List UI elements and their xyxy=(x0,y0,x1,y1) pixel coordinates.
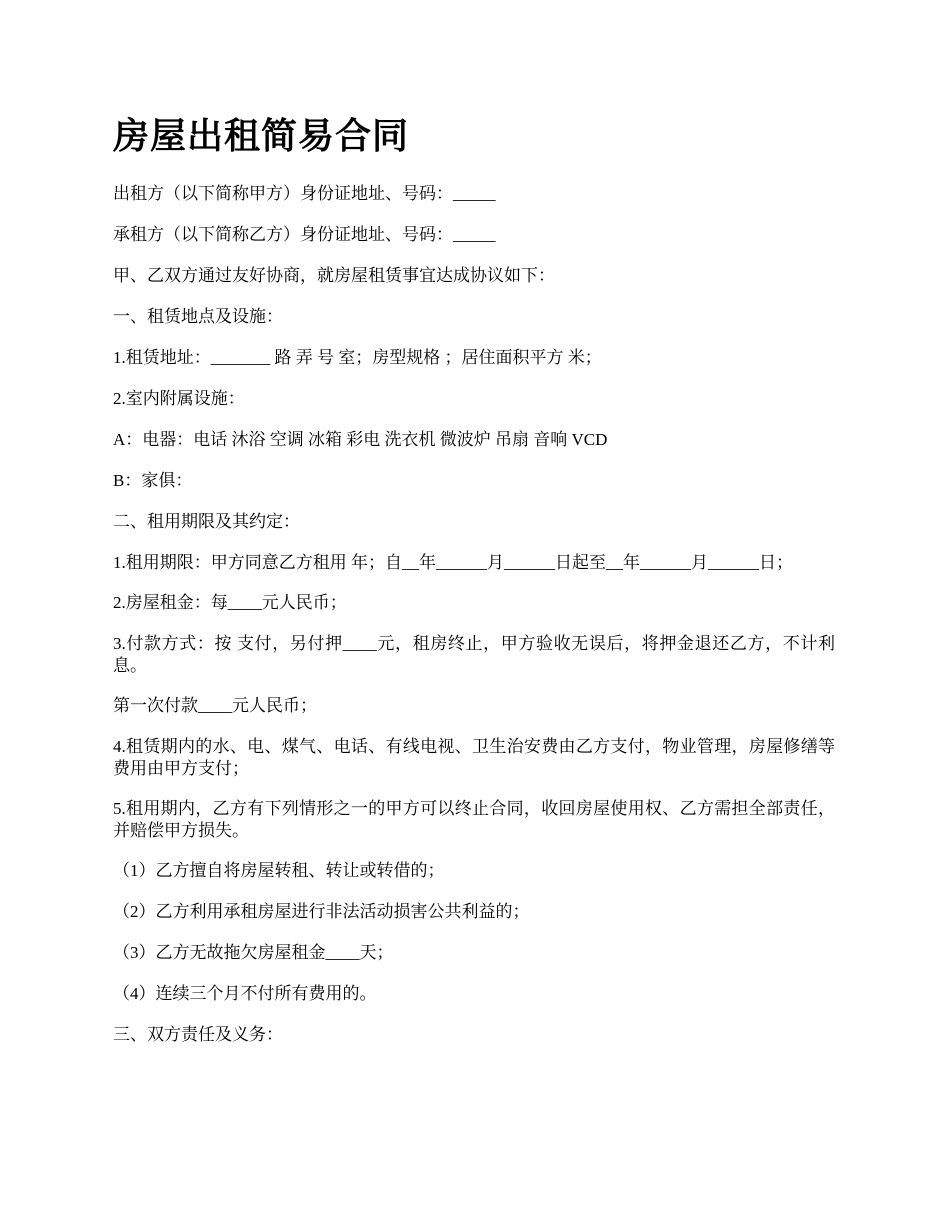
termination-item-1: （1）乙方擅自将房屋转租、转让或转借的； xyxy=(113,861,445,880)
termination-item-3: （3）乙方无故拖欠房屋租金____天； xyxy=(113,943,394,962)
lease-term-clause: 1.租用期限：甲方同意乙方租用 年；自__年______月______日起至__年______月______日； xyxy=(113,553,793,572)
appliances-line: A：电器：电话 沐浴 空调 冰箱 彩电 洗衣机 微波炉 吊扇 音响 VCD xyxy=(113,430,608,449)
document-title: 房屋出租简易合同 xyxy=(113,116,410,156)
rent-clause: 2.房屋租金：每____元人民币； xyxy=(113,593,347,612)
first-payment-line: 第一次付款____元人民币； xyxy=(113,696,317,715)
section-2-heading: 二、租用期限及其约定： xyxy=(113,512,300,531)
utilities-clause: 4.租赁期内的水、电、煤气、电话、有线电视、卫生治安费由乙方支付，物业管理，房屋修缮等费用由甲方支付； xyxy=(113,737,835,778)
lessor-line: 出租方（以下简称甲方）身份证地址、号码：_____ xyxy=(113,184,496,203)
rental-address-clause: 1.租赁地址：_______ 路 弄 号 室；房型规格 ；居住面积平方 米； xyxy=(113,348,602,367)
termination-item-2: （2）乙方利用承租房屋进行非法活动损害公共利益的； xyxy=(113,902,530,921)
section-3-heading: 三、双方责任及义务： xyxy=(113,1025,283,1044)
agreement-intro: 甲、乙双方通过友好协商，就房屋租赁事宜达成协议如下： xyxy=(113,266,555,285)
payment-method-clause: 3.付款方式：按 支付，另付押____元，租房终止，甲方验收无误后，将押金退还乙方，不计利息。 xyxy=(113,634,835,675)
facilities-clause: 2.室内附属设施： xyxy=(113,389,245,408)
furniture-line: B：家俱： xyxy=(113,471,193,490)
section-1-heading: 一、租赁地点及设施： xyxy=(113,307,283,326)
lessee-line: 承租方（以下简称乙方）身份证地址、号码：_____ xyxy=(113,225,496,244)
termination-clause: 5.租用期内，乙方有下列情形之一的甲方可以终止合同，收回房屋使用权、乙方需担全部责任，并赔偿甲方损失。 xyxy=(113,799,835,840)
document-body xyxy=(113,183,835,1065)
termination-item-4: （4）连续三个月不付所有费用的。 xyxy=(113,984,377,1003)
